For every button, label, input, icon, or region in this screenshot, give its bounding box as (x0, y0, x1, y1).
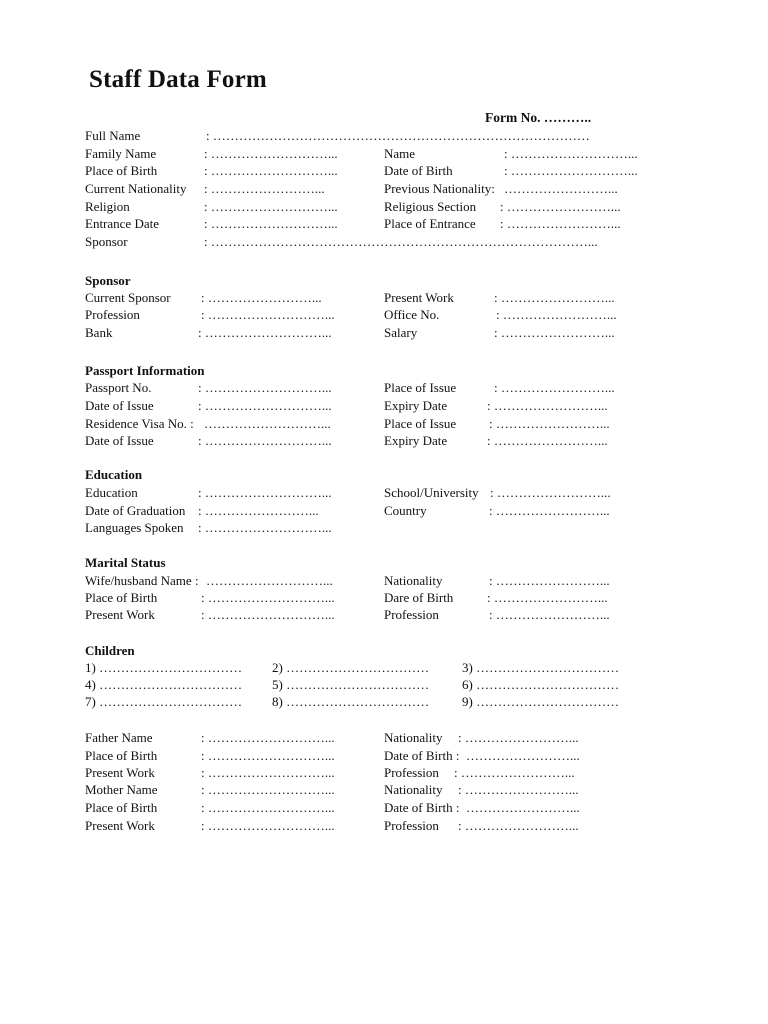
name-label: Name (384, 146, 416, 161)
father-present-work-field[interactable]: : ………………………... (201, 765, 335, 780)
entrance-date-field[interactable]: : ………………………... (204, 216, 338, 231)
spouse-profession-field[interactable]: : ……………………... (489, 607, 610, 622)
place-of-issue-label: Place of Issue (384, 380, 457, 395)
mother-name-field[interactable]: : ………………………... (201, 782, 335, 797)
father-place-of-birth-field[interactable]: : ………………………... (201, 748, 335, 763)
residence-visa-field[interactable]: ………………………... (204, 416, 331, 431)
bank-field[interactable]: : ………………………... (198, 325, 332, 340)
marital-status-heading: Marital Status (85, 555, 166, 570)
spouse-place-of-birth-label: Place of Birth (85, 590, 158, 605)
place-of-issue-2-label: Place of Issue (384, 416, 457, 431)
spouse-nationality-label: Nationality (384, 573, 443, 588)
spouse-profession-label: Profession (384, 607, 439, 622)
languages-spoken-label: Languages Spoken (85, 520, 184, 535)
father-present-work-label: Present Work (85, 765, 155, 780)
date-of-issue-label: Date of Issue (85, 398, 154, 413)
salary-label: Salary (384, 325, 418, 340)
family-name-label: Family Name (85, 146, 157, 161)
father-profession-label: Profession (384, 765, 439, 780)
place-of-entrance-field[interactable]: : ……………………... (500, 216, 621, 231)
country-label: Country (384, 503, 427, 518)
religious-section-field[interactable]: : ……………………... (500, 199, 621, 214)
child-field-2[interactable]: 2) …………………………… (272, 660, 430, 675)
child-field-9[interactable]: 9) …………………………… (462, 694, 620, 709)
father-nationality-label: Nationality (384, 730, 443, 745)
entrance-date-label: Entrance Date (85, 216, 159, 231)
date-of-issue-2-label: Date of Issue (85, 433, 154, 448)
family-name-field[interactable]: : ………………………... (204, 146, 338, 161)
father-name-field[interactable]: : ………………………... (201, 730, 335, 745)
mother-nationality-label: Nationality (384, 782, 443, 797)
previous-nationality-field[interactable]: ……………………... (504, 181, 618, 196)
spouse-present-work-field[interactable]: : ………………………... (201, 607, 335, 622)
mother-present-work-label: Present Work (85, 818, 155, 833)
date-of-issue-2-field[interactable]: : ………………………... (198, 433, 332, 448)
children-heading: Children (85, 643, 135, 658)
spouse-name-label: Wife/husband Name : (85, 573, 199, 588)
previous-nationality-label: Previous Nationality: (384, 181, 495, 196)
profession-field[interactable]: : ………………………... (201, 307, 335, 322)
date-of-issue-field[interactable]: : ………………………... (198, 398, 332, 413)
profession-label: Profession (85, 307, 140, 322)
child-field-4[interactable]: 4) …………………………… (85, 677, 243, 692)
expiry-date-2-field[interactable]: : ……………………... (487, 433, 608, 448)
passport-no-field[interactable]: : ………………………... (198, 380, 332, 395)
spouse-present-work-label: Present Work (85, 607, 155, 622)
full-name-label: Full Name (85, 128, 141, 143)
religion-field[interactable]: : ………………………... (204, 199, 338, 214)
mother-present-work-field[interactable]: : ………………………... (201, 818, 335, 833)
place-of-entrance-label: Place of Entrance (384, 216, 476, 231)
current-nationality-field[interactable]: : ……………………... (204, 181, 325, 196)
father-date-of-birth-field[interactable]: ……………………... (466, 748, 580, 763)
form-number: Form No. ……….. (485, 110, 592, 125)
full-name-field[interactable]: : …………………………………………………………………………… (206, 128, 590, 143)
mother-date-of-birth-field[interactable]: ……………………... (466, 800, 580, 815)
place-of-issue-2-field[interactable]: : ……………………... (489, 416, 610, 431)
current-sponsor-label: Current Sponsor (85, 290, 171, 305)
mother-profession-field[interactable]: : ……………………... (458, 818, 579, 833)
current-sponsor-field[interactable]: : ……………………... (201, 290, 322, 305)
child-field-1[interactable]: 1) …………………………… (85, 660, 243, 675)
sponsor-field[interactable]: : ……………………………………………………………………………... (204, 234, 598, 249)
salary-field[interactable]: : ……………………... (494, 325, 615, 340)
child-field-3[interactable]: 3) …………………………… (462, 660, 620, 675)
mother-place-of-birth-label: Place of Birth (85, 800, 158, 815)
religion-label: Religion (85, 199, 130, 214)
spouse-place-of-birth-field[interactable]: : ………………………... (201, 590, 335, 605)
mother-place-of-birth-field[interactable]: : ………………………... (201, 800, 335, 815)
school-university-field[interactable]: : ……………………... (490, 485, 611, 500)
mother-nationality-field[interactable]: : ……………………... (458, 782, 579, 797)
mother-date-of-birth-label: Date of Birth : (384, 800, 460, 815)
expiry-date-field[interactable]: : ……………………... (487, 398, 608, 413)
expiry-date-2-label: Expiry Date (384, 433, 448, 448)
child-field-7[interactable]: 7) …………………………… (85, 694, 243, 709)
date-of-graduation-label: Date of Graduation (85, 503, 186, 518)
office-no-label: Office No. (384, 307, 440, 322)
father-place-of-birth-label: Place of Birth (85, 748, 158, 763)
residence-visa-label: Residence Visa No. : (85, 416, 194, 431)
present-work-label: Present Work (384, 290, 454, 305)
child-field-8[interactable]: 8) …………………………… (272, 694, 430, 709)
passport-heading: Passport Information (85, 363, 205, 378)
country-field[interactable]: : ……………………... (489, 503, 610, 518)
spouse-date-of-birth-field[interactable]: : ……………………... (487, 590, 608, 605)
mother-profession-label: Profession (384, 818, 439, 833)
name-field[interactable]: : ………………………... (504, 146, 638, 161)
bank-label: Bank (85, 325, 113, 340)
date-of-birth-label: Date of Birth (384, 163, 453, 178)
place-of-birth-label: Place of Birth (85, 163, 158, 178)
education-heading: Education (85, 467, 143, 482)
expiry-date-label: Expiry Date (384, 398, 448, 413)
mother-name-label: Mother Name (85, 782, 158, 797)
religious-section-label: Religious Section (384, 199, 477, 214)
page-title: Staff Data Form (89, 66, 267, 93)
passport-no-label: Passport No. (85, 380, 152, 395)
spouse-date-of-birth-label: Dare of Birth (384, 590, 454, 605)
father-date-of-birth-label: Date of Birth : (384, 748, 460, 763)
spouse-name-field[interactable]: ………………………... (206, 573, 333, 588)
father-profession-field[interactable]: : ……………………... (454, 765, 575, 780)
current-nationality-label: Current Nationality (85, 181, 187, 196)
education-field[interactable]: : ………………………... (198, 485, 332, 500)
child-field-5[interactable]: 5) …………………………… (272, 677, 430, 692)
date-of-birth-field[interactable]: : ………………………... (504, 163, 638, 178)
school-university-label: School/University (384, 485, 479, 500)
place-of-issue-field[interactable]: : ……………………... (494, 380, 615, 395)
present-work-field[interactable]: : ……………………... (494, 290, 615, 305)
father-nationality-field[interactable]: : ……………………... (458, 730, 579, 745)
sponsor-label: Sponsor (85, 234, 128, 249)
father-name-label: Father Name (85, 730, 153, 745)
languages-spoken-field[interactable]: : ………………………... (198, 520, 332, 535)
education-label: Education (85, 485, 138, 500)
date-of-graduation-field[interactable]: : ……………………... (198, 503, 319, 518)
place-of-birth-field[interactable]: : ………………………... (204, 163, 338, 178)
spouse-nationality-field[interactable]: : ……………………... (489, 573, 610, 588)
sponsor-heading: Sponsor (85, 273, 131, 288)
office-no-field[interactable]: : ……………………... (496, 307, 617, 322)
child-field-6[interactable]: 6) …………………………… (462, 677, 620, 692)
